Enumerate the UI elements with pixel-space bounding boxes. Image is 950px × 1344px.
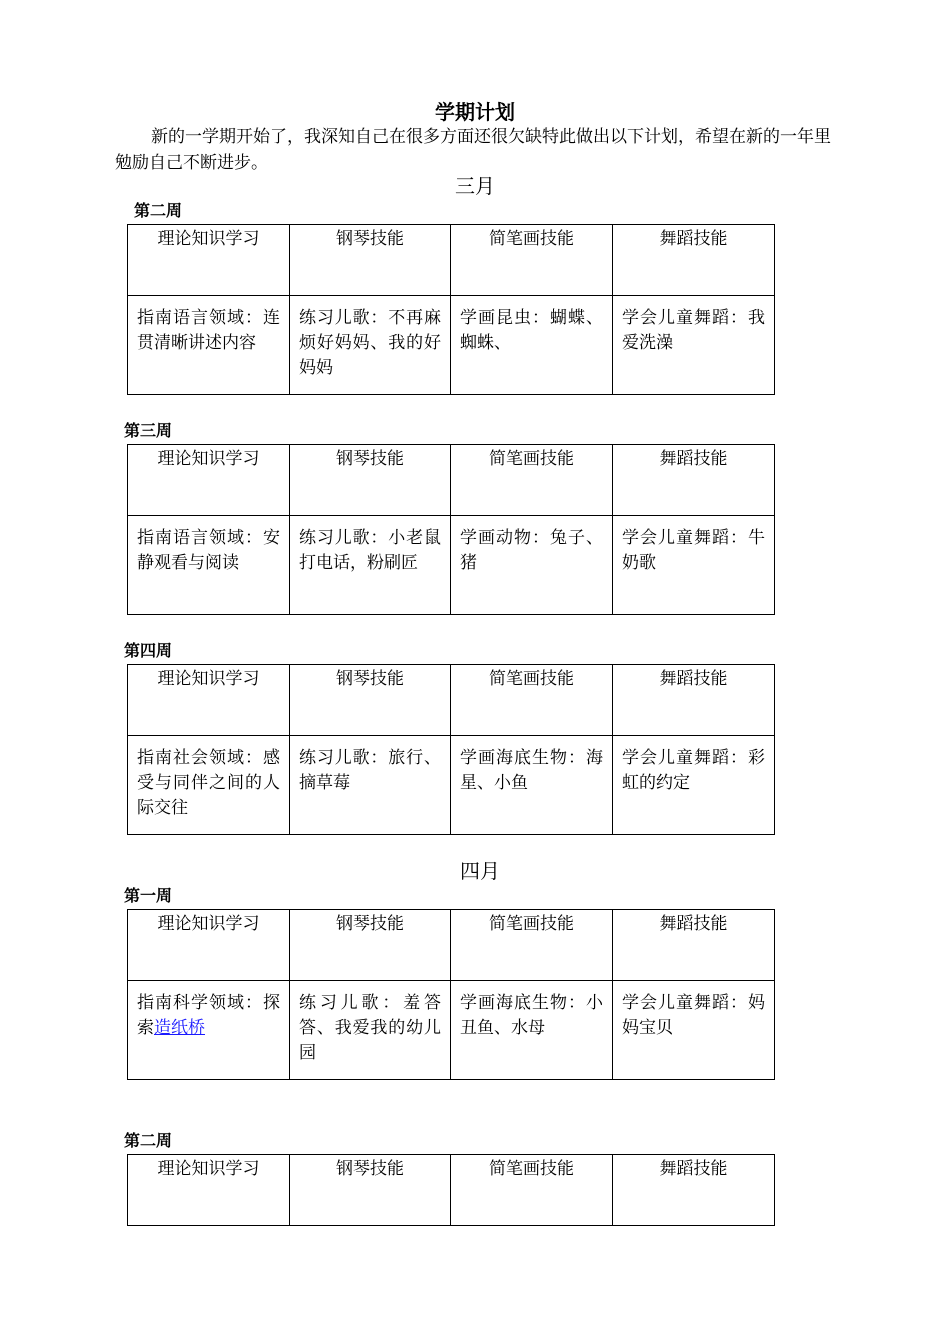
header-piano: 钢琴技能 [290, 1155, 451, 1226]
header-drawing: 简笔画技能 [451, 1155, 613, 1226]
cell-piano: 练习儿歌：小老鼠打电话，粉刷匠 [290, 516, 451, 615]
plan-table-april-week1 [127, 909, 775, 1080]
cell-dance: 学会儿童舞蹈：彩虹的约定 [613, 736, 775, 835]
header-piano: 钢琴技能 [290, 445, 451, 516]
week-label: 第二周 [124, 1131, 173, 1150]
header-dance: 舞蹈技能 [613, 225, 775, 296]
header-dance: 舞蹈技能 [613, 910, 775, 981]
table-header-row [128, 225, 775, 296]
header-piano: 钢琴技能 [290, 665, 451, 736]
week-label: 第一周 [124, 886, 173, 905]
week-label: 第三周 [124, 421, 173, 440]
week-label: 第四周 [124, 641, 173, 660]
cell-piano: 练习儿歌：不再麻烦好妈妈、我的好妈妈 [290, 296, 451, 395]
cell-dance: 学会儿童舞蹈：牛奶歌 [613, 516, 775, 615]
month-title-april: 四月 [460, 859, 500, 883]
cell-theory [128, 981, 290, 1080]
table-header-row [128, 445, 775, 516]
plan-table-march-week2 [127, 224, 775, 395]
paper-bridge-link[interactable]: 造纸桥 [154, 1018, 205, 1038]
header-theory: 理论知识学习 [128, 225, 290, 296]
header-drawing: 简笔画技能 [451, 445, 613, 516]
header-theory: 理论知识学习 [128, 910, 290, 981]
table-row [128, 981, 775, 1080]
header-drawing: 简笔画技能 [451, 225, 613, 296]
header-dance: 舞蹈技能 [613, 665, 775, 736]
intro-paragraph: 新的一学期开始了，我深知自己在很多方面还很欠缺特此做出以下计划，希望在新的一年里勉励自己不断进步。 [115, 127, 831, 173]
cell-drawing: 学画动物：兔子、猪 [451, 516, 613, 615]
week-label: 第二周 [134, 201, 183, 220]
cell-drawing: 学画昆虫：蝴蝶、蜘蛛、 [451, 296, 613, 395]
cell-piano: 练习儿歌：羞答答、我爱我的幼儿园 [290, 981, 451, 1080]
header-dance: 舞蹈技能 [613, 445, 775, 516]
table-row [128, 296, 775, 395]
header-theory: 理论知识学习 [128, 665, 290, 736]
cell-dance: 学会儿童舞蹈：妈妈宝贝 [613, 981, 775, 1080]
cell-theory: 指南社会领域：感受与同伴之间的人际交往 [128, 736, 290, 835]
table-row [128, 516, 775, 615]
cell-piano: 练习儿歌：旅行、摘草莓 [290, 736, 451, 835]
table-header-row [128, 665, 775, 736]
table-header-row [128, 910, 775, 981]
month-title-march: 三月 [455, 174, 495, 198]
header-drawing: 简笔画技能 [451, 665, 613, 736]
plan-table-march-week3 [127, 444, 775, 615]
header-theory: 理论知识学习 [128, 445, 290, 516]
header-piano: 钢琴技能 [290, 225, 451, 296]
header-theory: 理论知识学习 [128, 1155, 290, 1226]
header-drawing: 简笔画技能 [451, 910, 613, 981]
cell-dance: 学会儿童舞蹈：我爱洗澡 [613, 296, 775, 395]
document-title: 学期计划 [435, 100, 515, 124]
plan-table-april-week2 [127, 1154, 775, 1226]
plan-table-march-week4 [127, 664, 775, 835]
cell-theory-text: 指南科学领域：探索 [137, 993, 280, 1038]
table-header-row [128, 1155, 775, 1226]
cell-theory: 指南语言领域：连贯清晰讲述内容 [128, 296, 290, 395]
header-dance: 舞蹈技能 [613, 1155, 775, 1226]
cell-theory: 指南语言领域：安静观看与阅读 [128, 516, 290, 615]
table-row [128, 736, 775, 835]
cell-drawing: 学画海底生物：小丑鱼、水母 [451, 981, 613, 1080]
header-piano: 钢琴技能 [290, 910, 451, 981]
cell-drawing: 学画海底生物：海星、小鱼 [451, 736, 613, 835]
